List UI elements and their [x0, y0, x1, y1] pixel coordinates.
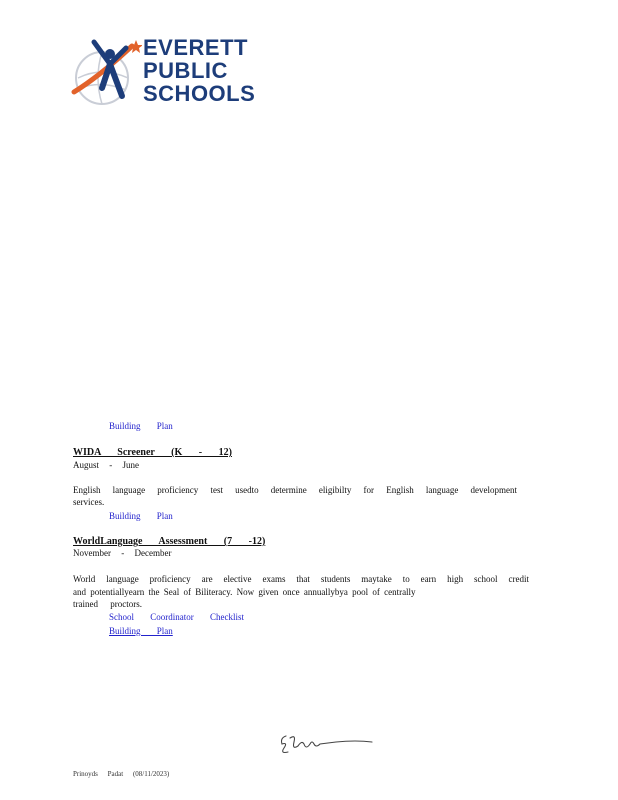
- wida-description-line-2: services.: [73, 497, 105, 507]
- district-logo: [70, 36, 260, 112]
- wida-dates: August - June: [73, 460, 139, 470]
- logo-line-1: EVERETT: [143, 35, 248, 60]
- worldlang-heading: WorldLanguage Assessment (7 -12): [73, 536, 266, 547]
- logo-line-2: PUBLIC: [143, 58, 228, 83]
- worldlang-dates: November - December: [73, 548, 172, 558]
- district-name: [143, 36, 255, 105]
- wida-description-line-1: English language proficiency test usedto determine eligibilty for English language development: [73, 485, 517, 495]
- wida-building-plan-link[interactable]: Building Plan: [109, 511, 173, 521]
- building-plan-link-top[interactable]: Building Plan: [109, 421, 173, 431]
- signature-image: [276, 728, 376, 758]
- worldlang-building-plan-link[interactable]: Building Plan: [109, 626, 173, 636]
- logo-line-3: SCHOOLS: [143, 81, 256, 106]
- worldlang-description-line-1: World language proficiency are elective exams that students maytake to earn high school credit: [73, 574, 529, 584]
- district-logo-mark: [70, 36, 142, 112]
- school-coordinator-checklist-link[interactable]: School Coordinator Checklist: [109, 612, 244, 622]
- worldlang-description-line-3: trained proctors.: [73, 599, 142, 609]
- footer-text: Prinoyds Padat (08/11/2023): [73, 770, 170, 778]
- wida-heading: WIDA Screener (K - 12): [73, 447, 232, 458]
- worldlang-description-line-2: and potentiallyearn the Seal of Biliteracy. Now given once annuallybya pool of centrally: [73, 587, 416, 597]
